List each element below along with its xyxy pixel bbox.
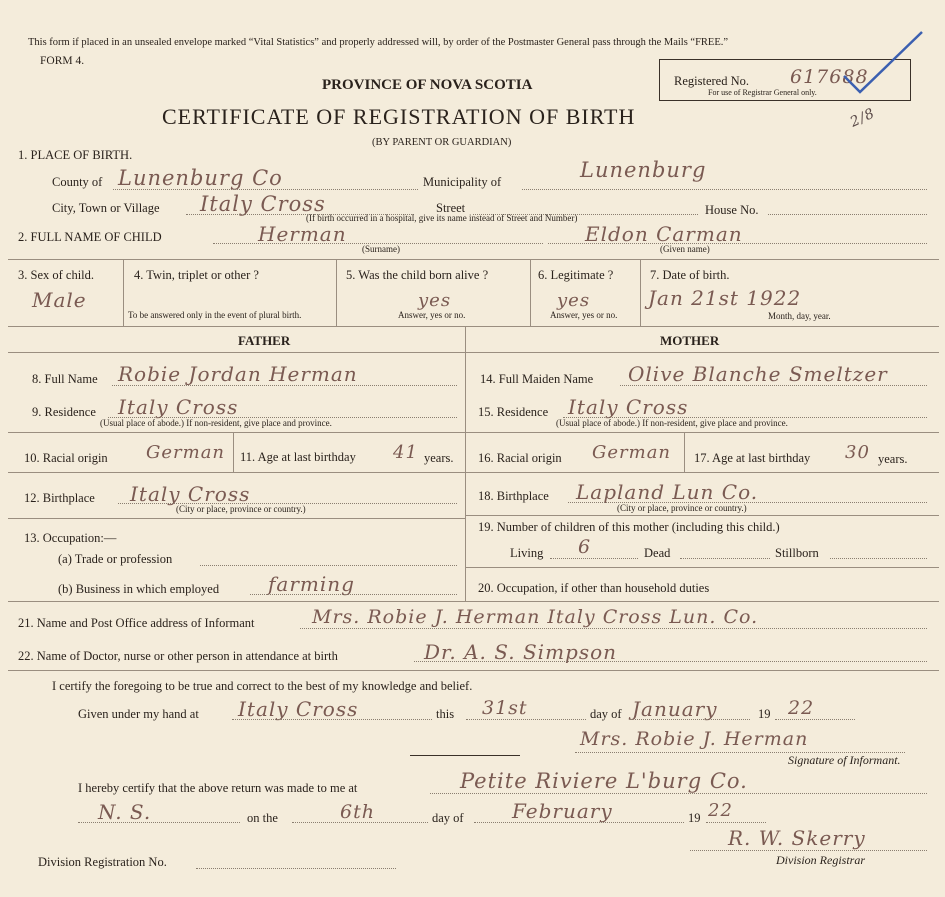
living-value: 6 [578,536,592,558]
mother-occupation-label: 20. Occupation, if other than household duties [478,581,710,595]
county-label: County of [52,175,103,189]
child-surname: Herman [258,222,347,246]
legitimate-label: 6. Legitimate ? [538,268,614,282]
mother-name-value: Olive Blanche Smeltzer [628,362,888,386]
informant-label: 21. Name and Post Office address of Informant [18,616,255,630]
dob-value: Jan 21st 1922 [648,286,802,310]
dob-note: Month, day, year. [768,311,831,321]
child-name-label: 2. FULL NAME OF CHILD [18,230,162,244]
division-reg-label: Division Registration No. [38,855,167,869]
mother-age-value: 30 [845,442,870,463]
father-age-label: 11. Age at last birthday [240,450,356,464]
given-caption: (Given name) [660,244,710,254]
place-heading: 1. PLACE OF BIRTH. [18,148,133,162]
sex-value: Male [32,288,87,312]
trade-label: (a) Trade or profession [58,552,173,566]
alive-value: yes [418,290,452,311]
mother-age-label: 17. Age at last birthday [694,451,811,465]
mother-res-label: 15. Residence [478,405,549,419]
alive-label: 5. Was the child born alive ? [346,268,489,282]
mother-race-label: 16. Racial origin [478,451,562,465]
city-value: Italy Cross [200,192,326,216]
year-prefix: 19 [758,707,771,721]
father-name-value: Robie Jordan Herman [118,362,358,386]
county-value: Lunenburg Co [118,166,283,190]
surname-caption: (Surname) [362,244,400,254]
city-label: City, Town or Village [52,201,160,215]
this-label: this [436,707,455,721]
alive-note: Answer, yes or no. [398,310,466,320]
registered-number: 617688 [790,66,869,88]
registrar-day-of-label: day of [432,811,464,825]
father-heading: FATHER [238,333,291,348]
occupation-label: 13. Occupation:— [24,531,117,545]
registrar-signature-caption: Division Registrar [776,853,865,867]
given-label: Given under my hand at [78,707,199,721]
doctor-label: 22. Name of Doctor, nurse or other person in attendance at birth [18,649,338,663]
registrar-place-2: N. S. [98,800,152,824]
informant-signature: Mrs. Robie J. Herman [580,728,809,750]
sex-label: 3. Sex of child. [18,268,95,282]
street-label: Street [436,201,466,215]
business-value: farming [268,572,355,596]
given-place: Italy Cross [238,697,359,721]
twin-label: 4. Twin, triplet or other ? [134,268,259,282]
municipality-value: Lunenburg [580,158,707,182]
father-res-note: (Usual place of abode.) If non-resident, give place and province. [100,418,332,428]
certificate-subtitle: (BY PARENT OR GUARDIAN) [372,137,512,148]
day-value: 31st [482,697,528,719]
mail-notice: This form if placed in an unsealed envelope marked “Vital Statistics” and properly addressed will, by order of the Postmaster General pass through the Mails “FREE.” [28,37,729,48]
hospital-note: (If birth occurred in a hospital, give its name instead of Street and Number) [306,213,578,223]
father-res-value: Italy Cross [118,395,239,419]
registrar-year: 22 [708,800,733,821]
form-number: FORM 4. [40,55,85,67]
mother-years: years. [878,452,908,466]
mother-birthplace-note: (City or place, province or country.) [617,503,747,513]
certify-text: I certify the foregoing to be true and correct to the best of my knowledge and belief. [52,679,473,693]
mother-birthplace-value: Lapland Lun Co. [576,480,759,504]
doctor-value: Dr. A. S. Simpson [424,640,618,664]
registrar-day: 6th [340,801,375,823]
dead-label: Dead [644,546,671,560]
informant-signature-caption: Signature of Informant. [788,753,901,767]
father-race-value: German [146,442,226,463]
father-age-value: 41 [393,442,418,463]
father-race-label: 10. Racial origin [24,451,108,465]
father-birthplace-note: (City or place, province or country.) [176,504,306,514]
registrar-signature: R. W. Skerry [728,826,866,850]
day-of-label: day of [590,707,622,721]
certificate-title: CERTIFICATE OF REGISTRATION OF BIRTH [162,104,636,129]
registrar-month: February [512,799,613,823]
stillborn-label: Stillborn [775,546,819,560]
mother-birthplace-label: 18. Birthplace [478,489,549,503]
father-name-label: 8. Full Name [32,372,98,386]
dob-label: 7. Date of birth. [650,268,730,282]
father-birthplace-value: Italy Cross [130,482,251,506]
children-label: 19. Number of children of this mother (including this child.) [478,520,780,534]
informant-value: Mrs. Robie J. Herman Italy Cross Lun. Co. [312,606,759,628]
mother-name-label: 14. Full Maiden Name [480,372,594,386]
mother-res-note: (Usual place of abode.) If non-resident, give place and province. [556,418,788,428]
father-birthplace-label: 12. Birthplace [24,491,95,505]
registered-label: Registered No. [674,74,749,88]
registrar-place: Petite Riviere L'burg Co. [460,769,748,793]
registrar-note: For use of Registrar General only. [708,88,817,97]
child-given-name: Eldon Carman [585,222,743,246]
legitimate-value: yes [557,290,591,311]
municipality-label: Municipality of [423,175,502,189]
father-years: years. [424,451,454,465]
twin-note: To be answered only in the event of plural birth. [128,310,302,320]
province-heading: PROVINCE OF NOVA SCOTIA [322,77,533,93]
mother-res-value: Italy Cross [568,395,689,419]
corner-mark: 2/8 [847,105,878,131]
mother-race-value: German [592,442,672,463]
business-label: (b) Business in which employed [58,582,220,596]
legitimate-note: Answer, yes or no. [550,310,618,320]
registrar-text: I hereby certify that the above return was made to me at [78,781,358,795]
mother-heading: MOTHER [660,333,720,348]
father-res-label: 9. Residence [32,405,96,419]
year-value: 22 [788,697,815,719]
registrar-year-prefix: 19 [688,811,701,825]
house-label: House No. [705,203,759,217]
living-label: Living [510,546,544,560]
on-the-label: on the [247,811,278,825]
check-mark [838,28,928,98]
month-value: January [632,697,718,721]
